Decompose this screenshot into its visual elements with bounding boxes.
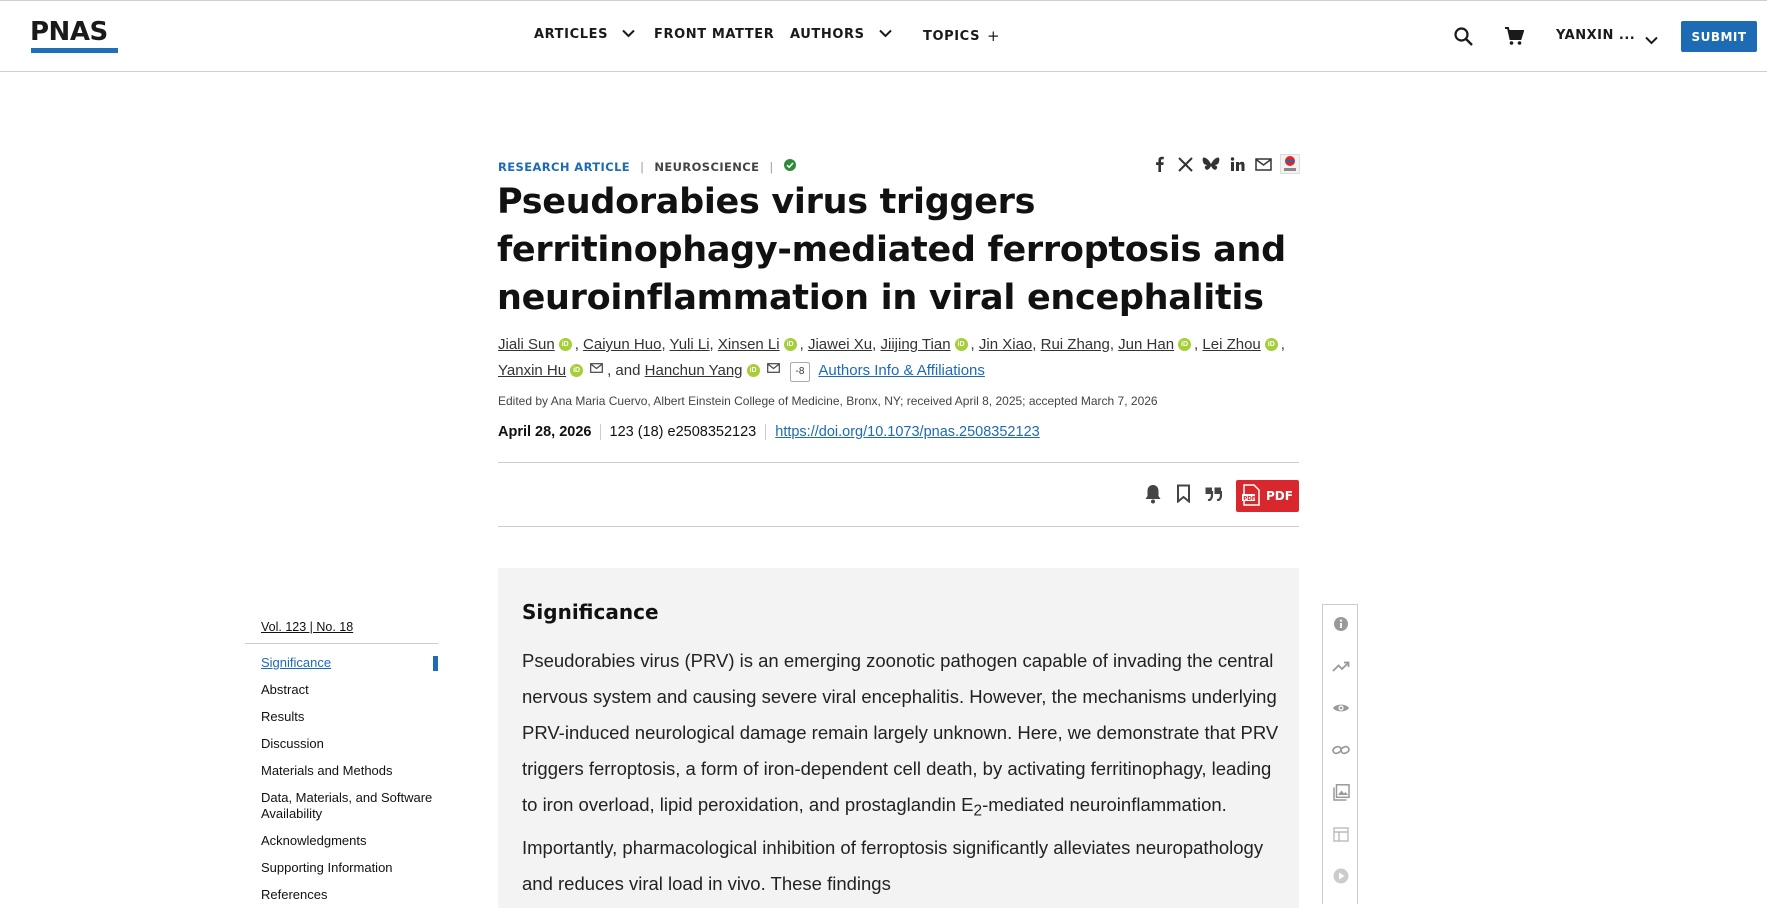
info-icon[interactable] <box>1332 615 1350 633</box>
cite-quote-icon[interactable] <box>1205 487 1222 506</box>
author-link[interactable]: Jiali Sun <box>498 336 555 353</box>
check-for-updates-icon[interactable] <box>1280 154 1300 174</box>
toc-item-abstract[interactable]: Abstract <box>261 682 309 697</box>
nav-topics-label: TOPICS <box>923 28 981 44</box>
right-tool-rail <box>1322 604 1358 904</box>
table-of-contents <box>245 617 438 903</box>
email-share-icon[interactable] <box>1254 155 1272 173</box>
author-link[interactable]: Caiyun Huo <box>583 336 662 353</box>
nav-front-matter[interactable] <box>654 27 774 42</box>
pnas-logo[interactable]: PNAS <box>30 17 108 47</box>
email-icon[interactable] <box>767 357 780 381</box>
eye-icon[interactable] <box>1332 699 1350 717</box>
author-link[interactable]: Jun Han <box>1118 336 1175 353</box>
orcid-icon[interactable]: iD <box>1265 338 1278 351</box>
chevron-down-icon <box>622 27 635 42</box>
orcid-icon[interactable]: iD <box>784 338 797 351</box>
toc-item-supporting-info[interactable]: Supporting Information <box>261 860 393 875</box>
logo-underline <box>31 48 118 53</box>
significance-text-part2: -mediated neuroinflammation. Importantly, pharmacological inhibition of ferroptosis significantly alleviates neuropathology and reduces viral load in vivo. These findings <box>522 794 1264 894</box>
publication-date: April 28, 2026 <box>498 424 601 440</box>
author-link[interactable]: Jiijing Tian <box>880 336 951 353</box>
volume-reference: 123 (18) e2508352123 <box>601 424 767 440</box>
share-bar <box>1150 154 1300 174</box>
author-link[interactable]: Yanxin Hu <box>498 362 567 379</box>
orcid-icon[interactable]: iD <box>570 364 583 377</box>
play-media-icon[interactable] <box>1332 867 1350 885</box>
significance-text-part1: Pseudorabies virus (PRV) is an emerging zoonotic pathogen capable of invading the central nervous system and causing severe viral encephalitis. However, the mechanisms underlying PRV-induced neurological damage remain largely unknown. Here, we demonstrate that PRV triggers ferroptosis, a form of iron-dependent cell death, by activating ferritinophagy, leading to iron overload, lipid peroxidation, and prostaglandin E <box>522 650 1279 815</box>
orcid-icon[interactable]: iD <box>559 338 572 351</box>
and-text: , and <box>607 362 641 379</box>
publication-info <box>498 424 1040 440</box>
gallery-icon[interactable] <box>1332 783 1350 801</box>
author-link[interactable]: Jin Xiao <box>978 336 1033 353</box>
nav-front-matter-label: FRONT MATTER <box>654 27 775 42</box>
author-link[interactable]: Yuli Li <box>669 336 710 353</box>
user-menu-name[interactable]: YANXIN ... <box>1556 28 1636 43</box>
author-link[interactable]: Hanchun Yang <box>644 362 743 379</box>
nav-topics[interactable] <box>923 27 1000 45</box>
significance-text <box>522 643 1282 902</box>
link-icon[interactable] <box>1332 741 1350 759</box>
kicker-separator: | <box>769 159 774 174</box>
kicker-separator: | <box>640 159 645 174</box>
svg-text:PDF: PDF <box>1243 495 1256 502</box>
volume-issue-link[interactable]: Vol. 123 | No. 18 <box>245 617 438 644</box>
chevron-down-icon <box>879 27 892 42</box>
toc-item-discussion[interactable]: Discussion <box>261 736 324 751</box>
authors-affiliations-link[interactable]: Authors Info & Affiliations <box>818 362 985 379</box>
toc-item-results[interactable]: Results <box>261 709 305 724</box>
significance-subscript: 2 <box>973 802 983 820</box>
orcid-icon[interactable]: iD <box>747 364 760 377</box>
significance-heading: Significance <box>522 600 659 624</box>
table-icon[interactable] <box>1332 825 1350 843</box>
article-subject-link[interactable]: NEUROSCIENCE <box>654 159 760 174</box>
nav-authors-label: AUTHORS <box>790 27 865 42</box>
nav-articles-label: ARTICLES <box>534 27 609 42</box>
orcid-icon[interactable]: iD <box>1178 338 1191 351</box>
search-icon[interactable] <box>1454 27 1473 51</box>
author-link[interactable]: Rui Zhang <box>1040 336 1110 353</box>
trending-icon[interactable] <box>1332 657 1350 675</box>
check-badge-icon <box>784 159 796 174</box>
x-twitter-icon[interactable] <box>1176 155 1194 173</box>
author-link[interactable]: Xinsen Li <box>717 336 780 353</box>
plus-icon: + <box>987 27 1001 45</box>
author-list: Jiali Sun iD , Caiyun Huo, Yuli Li, Xinsen Li iD , Jiawei Xu, Jiijing Tian iD , Jin Xiao, Rui Zhang, Jun Han iD , Lei Zhou iD , Yanxin Hu iD , and Hanchun Yang iD -8 Authors Info & Affiliations <box>498 333 1298 383</box>
facebook-icon[interactable] <box>1150 155 1168 173</box>
bell-alert-icon[interactable] <box>1144 484 1162 509</box>
article-toolbar <box>498 462 1299 527</box>
collapse-authors-button[interactable]: -8 <box>790 362 811 382</box>
pdf-file-icon <box>1242 484 1260 509</box>
chevron-down-icon[interactable] <box>1645 32 1658 50</box>
pdf-label: PDF <box>1266 489 1293 503</box>
bluesky-icon[interactable] <box>1202 155 1220 173</box>
linkedin-icon[interactable] <box>1228 155 1246 173</box>
email-icon[interactable] <box>590 357 603 381</box>
article-type-link[interactable]: RESEARCH ARTICLE <box>498 159 631 174</box>
cart-icon[interactable] <box>1504 27 1524 51</box>
doi-link[interactable]: https://doi.org/10.1073/pnas.2508352123 <box>775 424 1040 440</box>
toc-item-acknowledgments[interactable]: Acknowledgments <box>261 833 367 848</box>
author-link[interactable]: Jiawei Xu <box>807 336 873 353</box>
editorial-info: Edited by Ana Maria Cuervo, Albert Einstein College of Medicine, Bronx, NY; received April 8, 2025; accepted March 7, 2026 <box>498 394 1158 408</box>
toc-item-data-availability[interactable]: Data, Materials, and Software Availability <box>261 790 433 821</box>
nav-articles[interactable] <box>534 27 635 42</box>
site-header <box>0 0 1767 72</box>
toc-item-significance[interactable]: Significance <box>245 655 438 671</box>
toc-item-references[interactable]: References <box>261 887 328 902</box>
author-link[interactable]: Lei Zhou <box>1202 336 1261 353</box>
article-title: Pseudorabies virus triggers ferritinophagy-mediated ferroptosis and neuroinflammation in viral encephalitis <box>497 182 1286 318</box>
pdf-download-button[interactable] <box>1236 480 1299 512</box>
significance-panel <box>498 568 1299 908</box>
bookmark-icon[interactable] <box>1176 484 1191 508</box>
article-kicker <box>498 159 796 174</box>
orcid-icon[interactable]: iD <box>955 338 968 351</box>
toc-item-materials-methods[interactable]: Materials and Methods <box>261 763 393 778</box>
nav-authors[interactable] <box>790 27 892 42</box>
submit-button[interactable]: SUBMIT <box>1681 21 1757 52</box>
